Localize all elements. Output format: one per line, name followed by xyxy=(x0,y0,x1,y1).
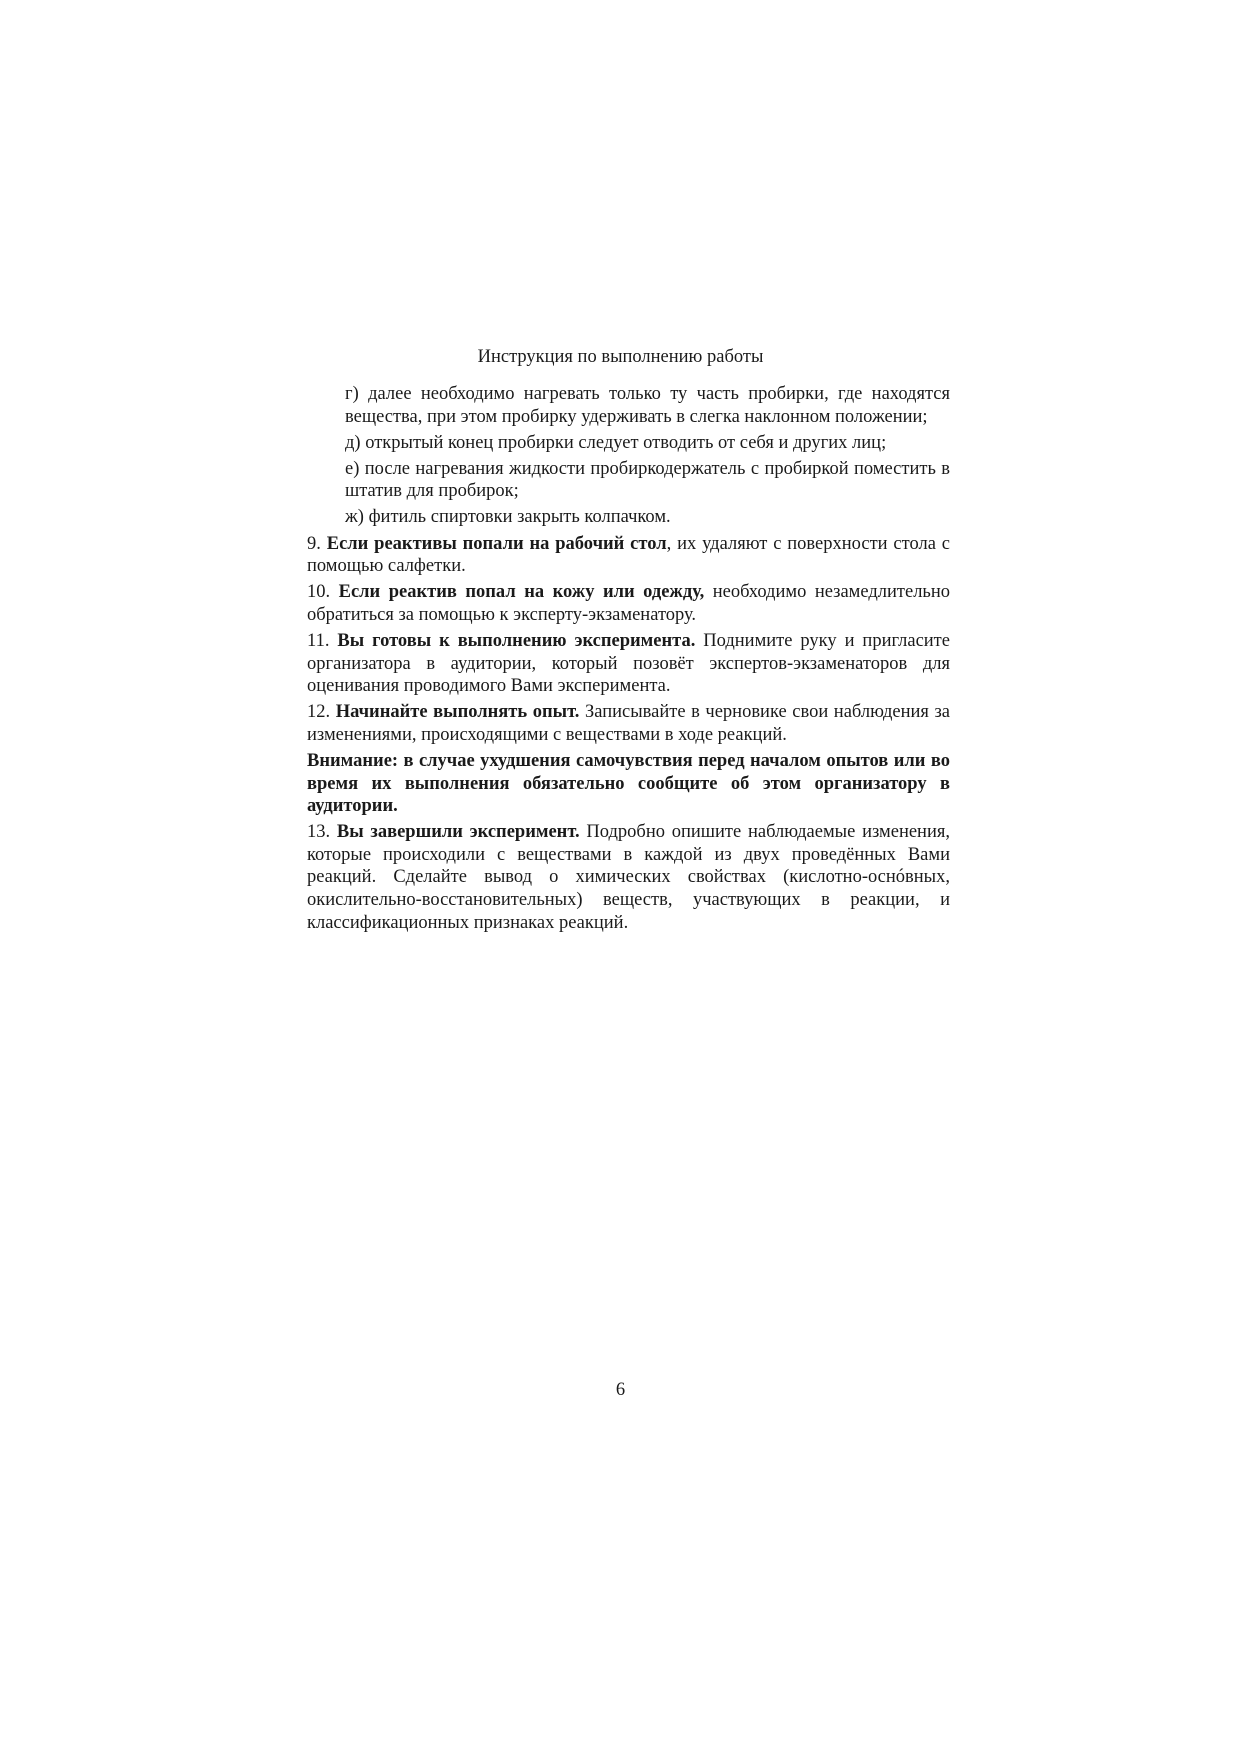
list-item-e: е) после нагревания жидкости пробиркодержатель с пробиркой поместить в штатив для пробирок; xyxy=(345,458,950,502)
item-emphasis: Если реактивы попали на рабочий стол xyxy=(326,533,667,554)
item-number: 12. xyxy=(307,702,331,723)
item-number: 10. xyxy=(307,582,331,603)
item-text: Поднимите руку и пригласите организатора в аудитории, который позовёт экспертов-экзаменаторов для оценивания проводимого Вами эксперимента. xyxy=(307,630,950,697)
item-emphasis: Вы завершили эксперимент. xyxy=(336,822,580,843)
instruction-item-10 xyxy=(307,581,950,626)
instruction-item-13 xyxy=(307,821,950,934)
warning-notice: Внимание: в случае ухудшения самочувствия перед началом опытов или во время их выполнения обязательно сообщите об этом организатору в аудитории. xyxy=(307,750,950,817)
item-emphasis: Если реактив попал на кожу или одежду, xyxy=(338,582,705,603)
page-number: 6 xyxy=(615,1380,626,1400)
list-item-d: д) открытый конец пробирки следует отводить от себя и других лиц; xyxy=(345,432,887,453)
list-item-g: г) далее необходимо нагревать только ту часть пробирки, где находятся вещества, при этом пробирку удерживать в слегка наклонном положении; xyxy=(345,384,950,427)
item-number: 11. xyxy=(307,630,330,651)
item-emphasis: Начинайте выполнять опыт. xyxy=(335,702,580,723)
instructions-body xyxy=(307,383,950,938)
instruction-item-12 xyxy=(307,701,950,746)
item-text: Подробно опишите наблюдаемые изменения, которые происходили с веществами в каждой из двух проведённых Вами реакций. Сделайте вывод о химических свойствах (кислотно-оснóвных, окислительно-восстановительных) веществ, участвующих в реакции, и классификационных признаках реакций. xyxy=(307,822,950,933)
item-text: Записывайте в черновике свои наблюдения за изменениями, происходящими с веществами в ходе реакций. xyxy=(307,702,950,745)
page-title: Инструкция по выполнению работы xyxy=(477,347,764,367)
instruction-item-9 xyxy=(307,533,950,578)
item-emphasis: Вы готовы к выполнению эксперимента. xyxy=(337,630,696,651)
list-item-zh: ж) фитиль спиртовки закрыть колпачком. xyxy=(345,507,671,528)
item-number: 13. xyxy=(307,822,331,843)
instruction-item-11 xyxy=(307,630,950,698)
item-text: , их удаляют с поверхности стола с помощью салфетки. xyxy=(307,533,950,577)
item-number: 9. xyxy=(307,533,321,554)
item-text: необходимо незамедлительно обратиться за помощью к эксперту-экзаменатору. xyxy=(307,582,951,625)
